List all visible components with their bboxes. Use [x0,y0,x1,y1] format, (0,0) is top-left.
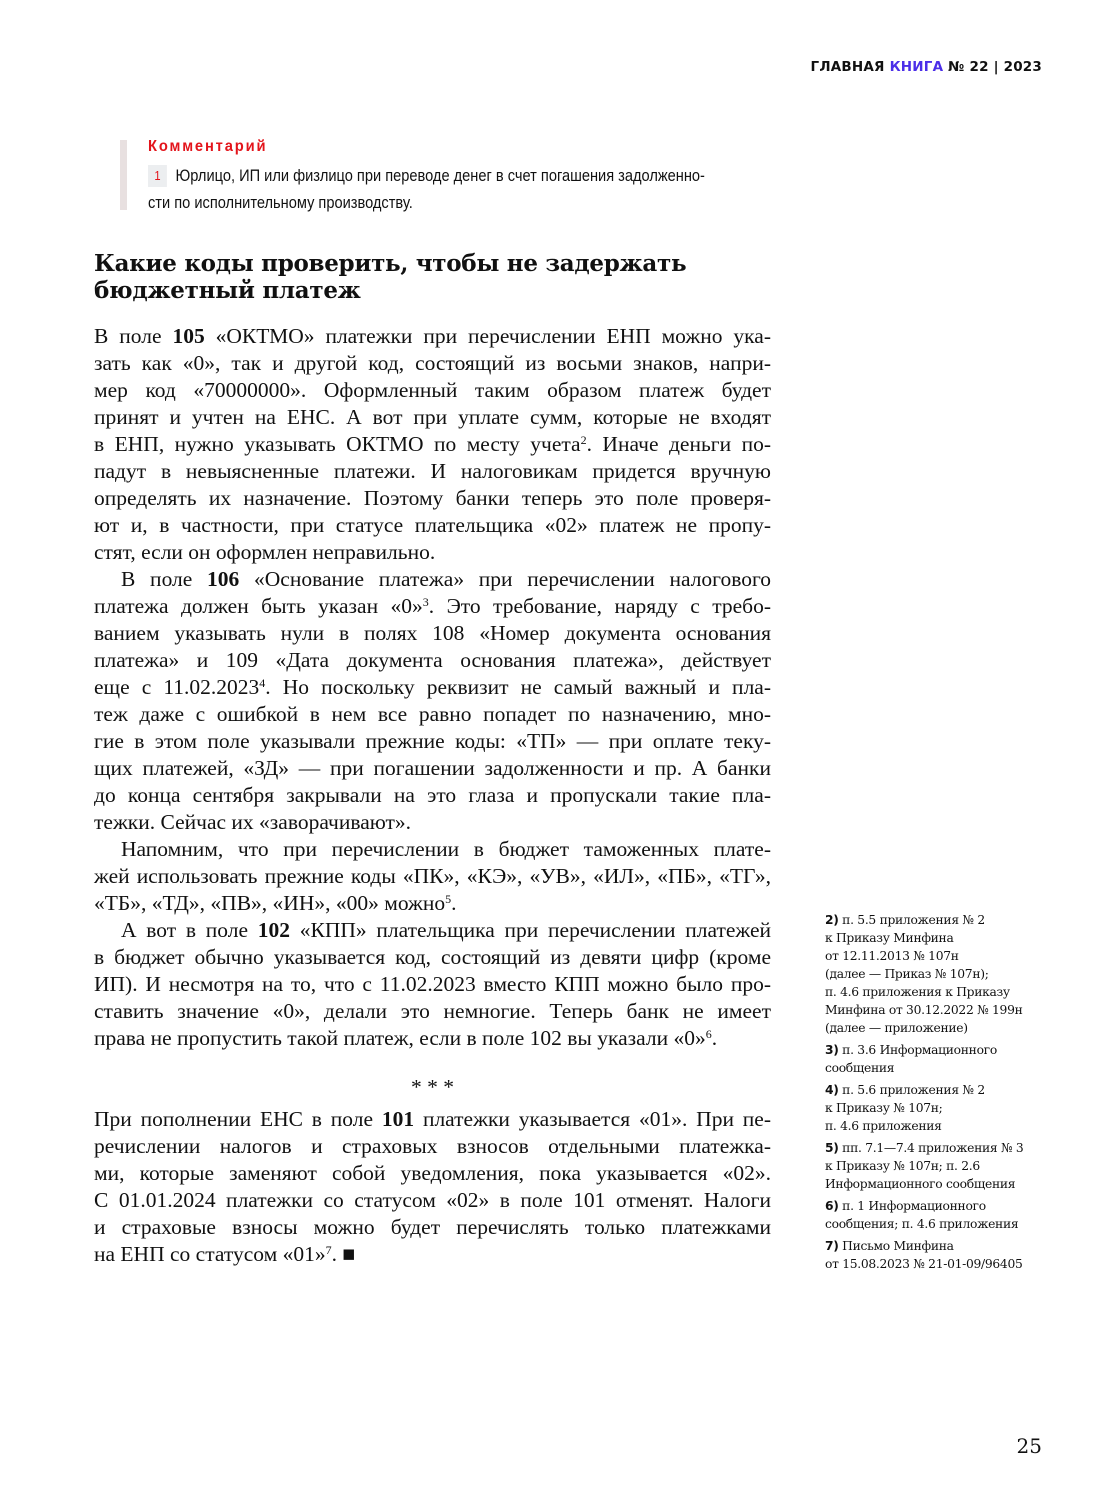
footnote-line: к Приказу № 107н; [825,1101,943,1115]
footnote-ref: 4 [259,676,266,690]
text-line [94,350,771,377]
text-segment: . Но поскольку реквизит не самый важный и пла- [265,675,771,699]
footnote-line: сообщения; п. 4.6 приложения [825,1217,1019,1231]
text-line [94,701,771,728]
text-segment: зать как «0», так и другой код, состоящий из восьми знаков, напри- [94,351,771,375]
footnote-number: 7) [825,1239,839,1253]
text-segment: ют и, в частности, при статусе плательщика «02» платеж не пропу- [94,513,771,537]
comment-line-1: Юрлицо, ИП или физлицо при переводе денег в счет погашения задолженно- [175,166,705,185]
footnote [825,1237,1055,1273]
text-segment: В поле [121,567,208,591]
paragraph [94,1106,771,1268]
text-segment: . [711,1026,718,1050]
footnote-number: 2) [825,913,839,927]
text-segment: «ТБ», «ТД», «ПВ», «ИН», «00» можно [94,891,446,915]
text-line [94,728,771,755]
text-segment: В поле [94,324,173,348]
footnote-ref: 3 [422,595,429,609]
text-segment: платежа должен быть указан «0» [94,594,423,618]
text-line [94,998,771,1025]
comment-label: Комментарий [148,138,268,155]
text-line [94,863,771,890]
field-number: 102 [257,918,290,942]
magazine-name: ГЛАВНАЯ [810,59,885,75]
footnote [825,1197,1055,1233]
paragraph [94,836,771,917]
footnote-line: сообщения [825,1061,895,1075]
footnote-line: Информационного сообщения [825,1177,1016,1191]
text-segment: . ■ [331,1242,356,1266]
text-segment: . Это требование, наряду с требо- [428,594,771,618]
footnote-line: п. 4.6 приложения [825,1119,942,1133]
text-line [94,1187,771,1214]
text-line [94,971,771,998]
footnote-number: 5) [825,1141,839,1155]
text-segment: ИП). И несмотря на то, что с 11.02.2023 вместо КПП можно было про- [94,972,771,996]
text-line [94,1241,771,1268]
footnote-ref: 7 [325,1243,332,1257]
text-segment: А вот в поле [121,918,258,942]
text-line [94,404,771,431]
text-line [94,1106,771,1133]
text-segment: «КПП» плательщика при перечислении платежей [290,918,771,942]
comment-line-2: сти по исполнительному производству. [148,193,413,212]
text-segment: жей использовать прежние коды «ПК», «КЭ», «УВ», «ИЛ», «ПБ», «ТГ», [94,864,771,888]
article-body [94,323,771,1268]
text-segment: ванием указывать нули в полях 108 «Номер документа основания [94,621,771,645]
text-segment: в бюджет обычно указывается код, состоящий из девяти цифр (кроме [94,945,771,969]
heading-line-2: бюджетный платеж [94,277,361,304]
text-line [94,1214,771,1241]
text-line [94,674,771,701]
paragraph [94,323,771,566]
text-segment: на ЕНП со статусом «01» [94,1242,326,1266]
paragraph [94,566,771,836]
footnote-line: пп. 7.1—7.4 приложения № 3 [838,1141,1024,1155]
text-segment: С 01.01.2024 платежки со статусом «02» в поле 101 отменят. Налоги [94,1188,771,1212]
text-line [94,944,771,971]
section-heading [94,250,686,304]
heading-line-1: Какие коды проверить, чтобы не задержать [94,250,687,277]
text-segment: «ОКТМО» платежки при перечислении ЕНП можно ука- [204,324,772,348]
text-line [94,539,771,566]
issue-number: № 22 | 2023 [948,59,1042,75]
text-line [94,782,771,809]
text-line [94,512,771,539]
text-segment: мер код «70000000». Оформленный таким образом платеж будет [94,378,771,402]
text-line [94,485,771,512]
text-segment: платежки указывается «01». При пе- [414,1107,771,1131]
footnotes [825,911,1055,1277]
footnote-line: п. 5.6 приложения № 2 [838,1083,985,1097]
text-line [94,1025,771,1052]
text-line [94,431,771,458]
text-segment: в ЕНП, нужно указывать ОКТМО по месту учета [94,432,581,456]
paragraph [94,917,771,1052]
footnote-line: п. 4.6 приложения к Приказу [825,985,1010,999]
footnote-line: п. 3.6 Информационного [838,1043,997,1057]
text-line [94,647,771,674]
text-segment: тежки. Сейчас их «заворачивают». [94,810,412,834]
text-segment: теж даже с ошибкой в нем все равно попадет по назначению, мно- [94,702,771,726]
text-segment: . [451,891,457,915]
text-segment: до конца сентября закрывали на это глаза и пропускали такие пла- [94,783,771,807]
text-line [94,620,771,647]
text-segment: ставить значение «0», делали это немногие. Теперь банк не имеет [94,999,771,1023]
footnote-line: к Приказу № 107н; п. 2.6 [825,1159,980,1173]
footnote-ref: 5 [445,892,452,906]
comment-text [148,162,767,216]
text-line [94,1133,771,1160]
magazine-name-accent: КНИГА [889,59,944,75]
field-number: 106 [207,567,240,591]
text-segment: гие в этом поле указывали прежние коды: «ТП» — при оплате теку- [94,729,771,753]
footnote-ref: 6 [705,1027,712,1041]
text-line [94,1160,771,1187]
text-segment: еще с 11.02.2023 [94,675,260,699]
field-number: 105 [172,324,205,348]
text-segment: и страховые взносы можно будет перечислять только платежками [94,1215,771,1239]
text-line [94,809,771,836]
comment-box [120,140,787,210]
footnote-line: от 15.08.2023 № 21-01-09/96405 [825,1257,1023,1271]
footnote-line: Минфина от 30.12.2022 № 199н [825,1003,1023,1017]
footnote-line: (далее — Приказ № 107н); [825,967,989,981]
text-line [94,458,771,485]
footnote-line: п. 5.5 приложения № 2 [838,913,985,927]
page-number: 25 [1016,1434,1042,1458]
footnote-number: 4) [825,1083,839,1097]
text-segment: определять их назначение. Поэтому банки теперь это поле проверя- [94,486,771,510]
section-separator: * * * [411,1075,454,1099]
text-line [94,917,771,944]
text-segment: права не пропустить такой платеж, если в поле 102 вы указали «0» [94,1026,706,1050]
footnote-number: 3) [825,1043,839,1057]
text-segment: принят и учтен на ЕНС. А вот при уплате сумм, которые не входят [94,405,771,429]
footnote-line: п. 1 Информационного [838,1199,986,1213]
footnote [825,1081,1055,1135]
text-line [94,890,771,917]
footnote-line: от 12.11.2013 № 107н [825,949,959,963]
text-segment: Напомним, что при перечислении в бюджет таможенных плате- [121,837,771,861]
text-segment: платежа» и 109 «Дата документа основания платежа», действует [94,648,771,672]
text-line [94,755,771,782]
text-segment: речислении налогов и страховых взносов отдельными платежка- [94,1134,771,1158]
text-line [94,836,771,863]
running-header [811,59,1042,75]
footnote-line: к Приказу Минфина [825,931,954,945]
footnote-line: (далее — приложение) [825,1021,968,1035]
footnote [825,1041,1055,1077]
text-segment: падут в невыясненные платежи. И налоговикам придется вручную [94,459,771,483]
text-segment: . Иначе деньги по- [586,432,771,456]
text-line [94,593,771,620]
footnote [825,911,1055,1037]
text-segment: стят, если он оформлен неправильно. [94,540,436,564]
footnote [825,1139,1055,1193]
comment-number-badge: 1 [148,165,167,187]
text-segment: При пополнении ЕНС в поле [94,1107,382,1131]
text-line [94,377,771,404]
text-segment: «Основание платежа» при перечислении налогового [239,567,771,591]
text-segment: щих платежей, «ЗД» — при погашении задолженности и пр. А банки [94,756,771,780]
text-segment: ми, которые заменяют собой уведомления, пока указывается «02». [94,1161,771,1185]
text-line [94,566,771,593]
field-number: 101 [381,1107,415,1131]
footnote-ref: 2 [580,433,587,447]
footnote-line: Письмо Минфина [838,1239,954,1253]
footnote-number: 6) [825,1199,839,1213]
text-line [94,323,771,350]
